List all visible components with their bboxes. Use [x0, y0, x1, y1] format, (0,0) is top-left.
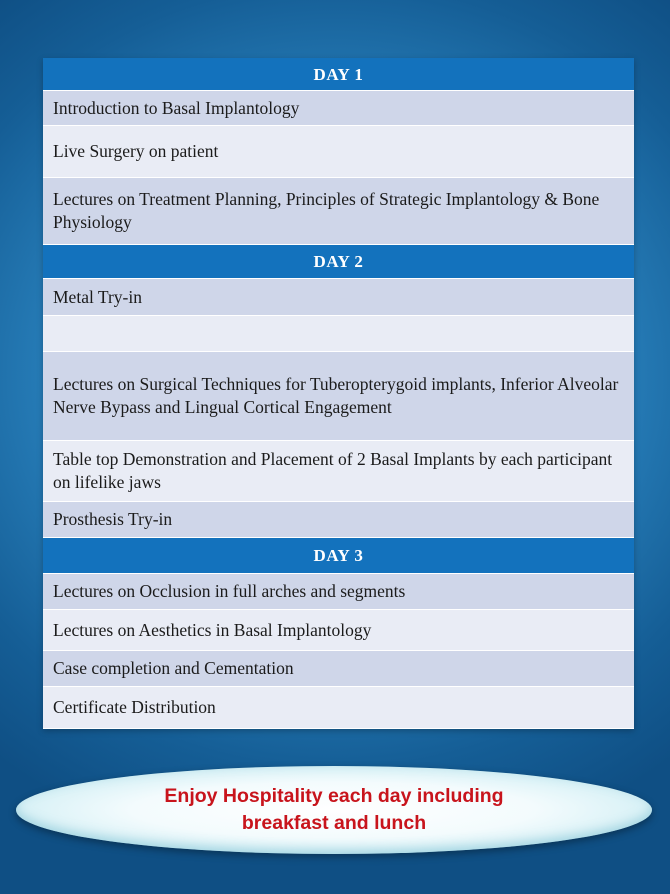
schedule-item: Lectures on Aesthetics in Basal Implantology: [43, 610, 634, 651]
hospitality-text: Enjoy Hospitality each day including breakfast and lunch: [164, 785, 504, 834]
schedule-item: Metal Try-in: [43, 279, 634, 316]
schedule-item: Table top Demonstration and Placement of 2 Basal Implants by each participant on lifelike jaws: [43, 441, 634, 502]
schedule-item: Certificate Distribution: [43, 687, 634, 729]
schedule-item: Case completion and Cementation: [43, 651, 634, 687]
schedule-table: [43, 58, 634, 729]
schedule-item-empty: [43, 316, 634, 352]
day-3-header: DAY 3: [43, 538, 634, 574]
schedule-item: Live Surgery on patient: [43, 126, 634, 178]
day-2-header: DAY 2: [43, 245, 634, 279]
schedule-item: Introduction to Basal Implantology: [43, 91, 634, 126]
schedule-item: Lectures on Treatment Planning, Principles of Strategic Implantology & Bone Physiology: [43, 178, 634, 245]
schedule-item: Lectures on Surgical Techniques for Tuberopterygoid implants, Inferior Alveolar Nerve Bypass and Lingual Cortical Engagement: [43, 352, 634, 441]
hospitality-banner: [16, 766, 652, 854]
schedule-item: Prosthesis Try-in: [43, 502, 634, 538]
schedule-item: Lectures on Occlusion in full arches and segments: [43, 574, 634, 610]
day-1-header: DAY 1: [43, 58, 634, 91]
